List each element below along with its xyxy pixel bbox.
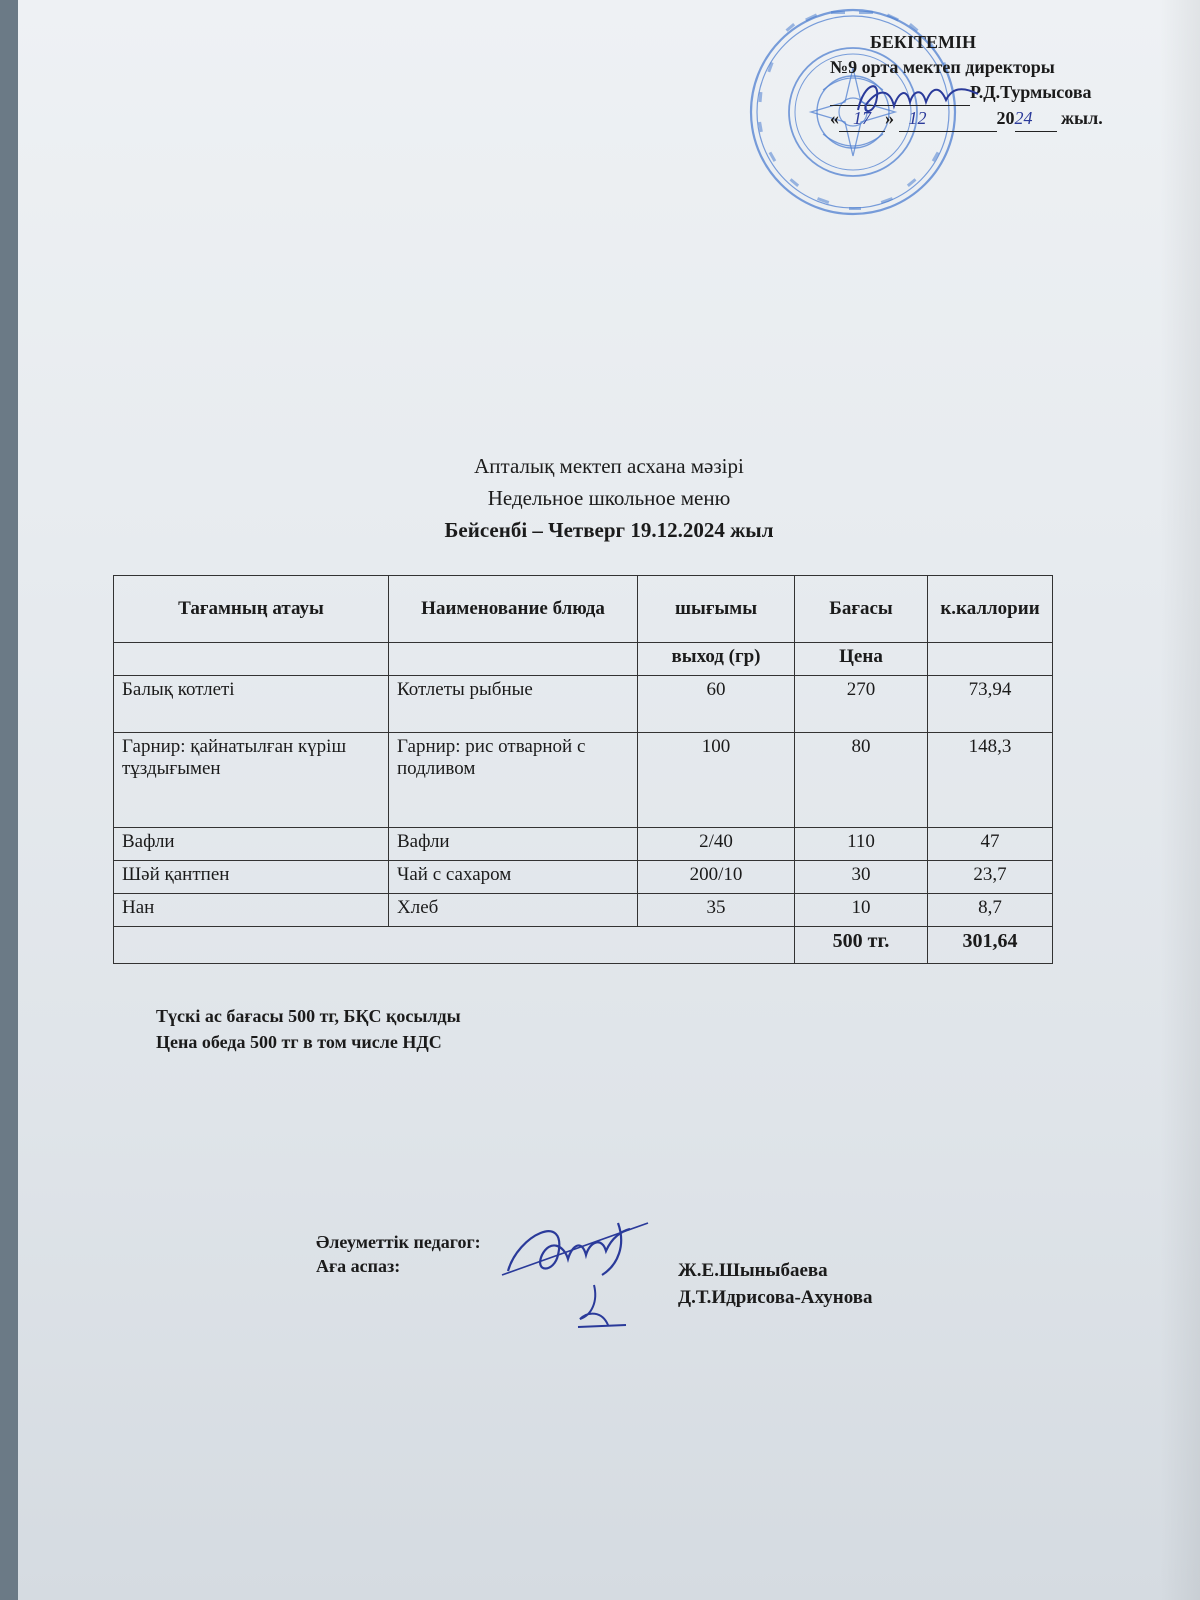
dish-kcal: 73,94	[928, 676, 1053, 733]
dish-name-kz: Балық котлеті	[114, 676, 389, 733]
dish-price: 30	[795, 861, 928, 894]
dish-name-ru: Гарнир: рис отварной с подливом	[389, 733, 638, 828]
dish-kcal: 8,7	[928, 894, 1053, 927]
director-name: Р.Д.Турмысова	[970, 82, 1092, 102]
header-price-ru: Цена	[795, 643, 928, 676]
date-day: 17	[839, 106, 885, 132]
total-kcal: 301,64	[928, 927, 1053, 964]
date-month: 12	[899, 106, 997, 132]
dish-yield: 60	[638, 676, 795, 733]
staff-signatures	[498, 1215, 658, 1335]
header-name-ru: Наименование блюда	[389, 576, 638, 643]
total-price: 500 тг.	[795, 927, 928, 964]
header-yield-kz: шығымы	[638, 576, 795, 643]
staff-role-head-cook: Аға аспаз:	[316, 1256, 401, 1276]
dish-price: 110	[795, 828, 928, 861]
date-year-prefix: 20	[996, 108, 1015, 128]
header-name-kz: Тағамның атауы	[114, 576, 389, 643]
dish-price: 80	[795, 733, 928, 828]
header-calories: к.каллории	[928, 576, 1053, 643]
table-row	[114, 676, 1053, 733]
dish-kcal: 47	[928, 828, 1053, 861]
dish-price: 270	[795, 676, 928, 733]
date-year-suffix: 24	[1015, 106, 1057, 132]
dish-name-kz: Гарнир: қайнатылған күріш тұздығымен	[114, 733, 389, 828]
dish-name-kz: Вафли	[114, 828, 389, 861]
table-subheader-row	[114, 643, 1053, 676]
subheader-empty	[389, 643, 638, 676]
director-signature	[854, 72, 984, 122]
staff-name-head-cook: Д.Т.Идрисова-Ахунова	[678, 1287, 873, 1308]
dish-yield: 2/40	[638, 828, 795, 861]
price-note-kz: Түскі ас бағасы 500 тг, БҚС қосылды	[156, 1006, 461, 1026]
table-total-row	[114, 927, 1053, 964]
approval-heading: БЕКІТЕМІН	[870, 32, 976, 52]
dish-name-ru: Хлеб	[389, 894, 638, 927]
dish-name-kz: Шәй қантпен	[114, 861, 389, 894]
dish-yield: 35	[638, 894, 795, 927]
dish-yield: 200/10	[638, 861, 795, 894]
staff-role-social-pedagogue: Әлеуметтік педагог:	[316, 1232, 481, 1252]
approval-date-line: « 17 » 12 2024 жыл.	[830, 106, 1103, 132]
subheader-empty	[928, 643, 1053, 676]
dish-yield: 100	[638, 733, 795, 828]
dish-name-ru: Котлеты рыбные	[389, 676, 638, 733]
header-price-kz: Бағасы	[795, 576, 928, 643]
subheader-empty	[114, 643, 389, 676]
dish-kcal: 148,3	[928, 733, 1053, 828]
date-suffix: жыл.	[1061, 108, 1103, 128]
dish-name-ru: Чай с сахаром	[389, 861, 638, 894]
dish-name-ru: Вафли	[389, 828, 638, 861]
total-spacer	[114, 927, 795, 964]
header-yield-ru: выход (гр)	[638, 643, 795, 676]
title-ru: Недельное школьное меню	[487, 486, 731, 510]
table-row	[114, 828, 1053, 861]
table-row	[114, 861, 1053, 894]
approval-position: №9 орта мектеп директоры	[830, 57, 1055, 77]
dish-kcal: 23,7	[928, 861, 1053, 894]
staff-name-social-pedagogue: Ж.Е.Шыныбаева	[678, 1260, 828, 1281]
document-page	[18, 0, 1200, 1600]
table-row	[114, 733, 1053, 828]
menu-table	[113, 575, 1053, 964]
dish-name-kz: Нан	[114, 894, 389, 927]
title-kz: Апталық мектеп асхана мәзірі	[474, 454, 744, 478]
dish-price: 10	[795, 894, 928, 927]
table-row	[114, 894, 1053, 927]
title-date: Бейсенбі – Четверг 19.12.2024 жыл	[444, 518, 774, 542]
price-note-ru: Цена обеда 500 тг в том числе НДС	[156, 1032, 442, 1052]
table-header-row	[114, 576, 1053, 643]
